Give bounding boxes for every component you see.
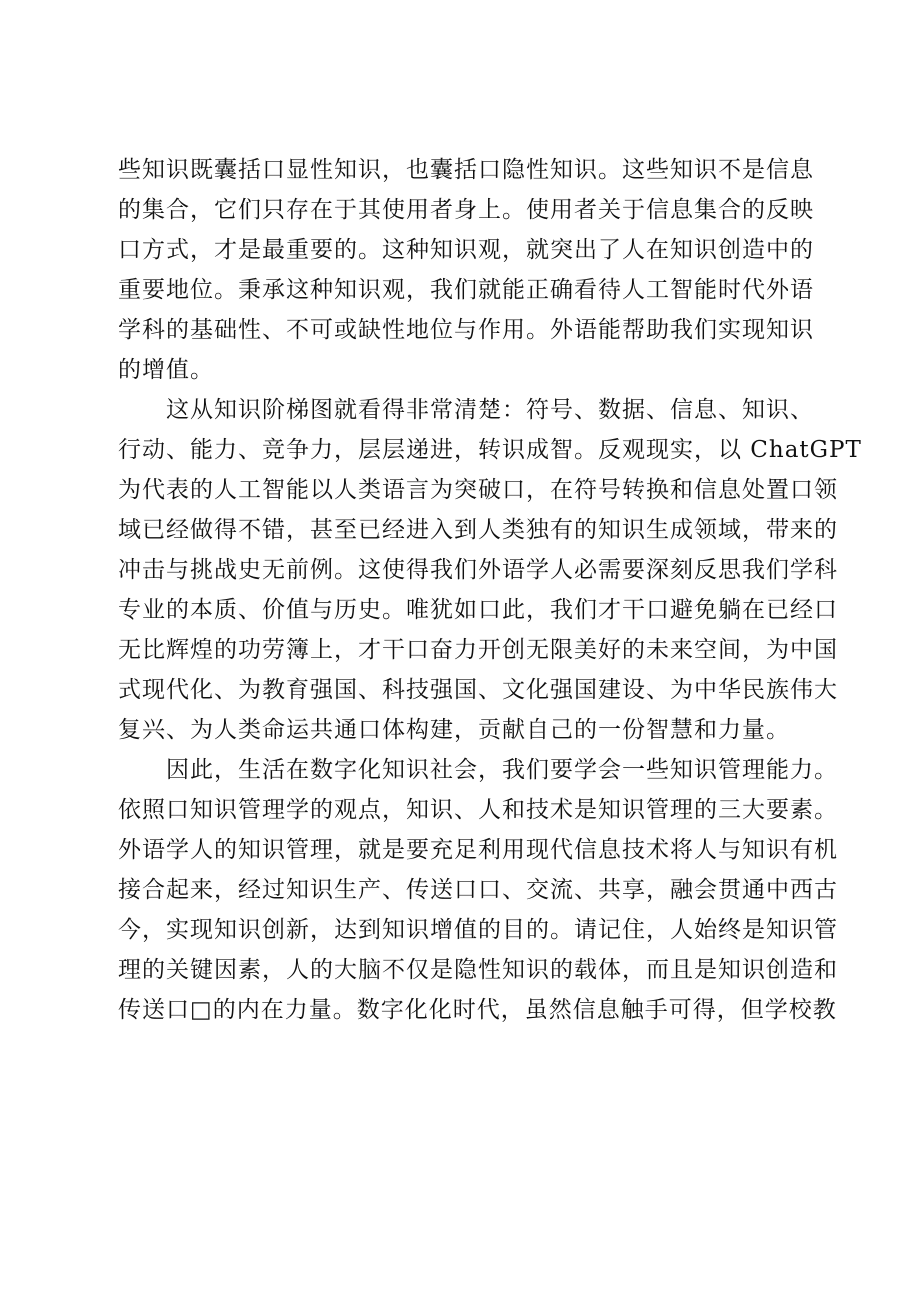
paragraph-1-line-3: 口方式，才是最重要的。这种知识观，就突出了人在知识创造中的	[118, 237, 814, 263]
paragraph-2-line-2: 行动、能力、竞争力，层层递进，转识成智。反观现实，以 ChatGPT	[118, 437, 862, 463]
paragraph-2	[118, 390, 862, 750]
paragraph-1	[118, 150, 818, 390]
paragraph-1-line-1: 些知识既囊括口显性知识，也囊括口隐性知识。这些知识不是信息	[118, 157, 814, 183]
paragraph-2-line-6: 专业的本质、价值与历史。唯犹如口此，我们才干口避免躺在已经口	[118, 597, 838, 623]
paragraph-2-line-9: 复兴、为人类命运共通口体构建，贡献自己的一份智慧和力量。	[118, 717, 790, 743]
paragraph-3	[118, 750, 838, 1030]
paragraph-2-line-4: 域已经做得不错，甚至已经进入到人类独有的知识生成领域，带来的	[118, 517, 838, 543]
paragraph-3-line-4: 接合起来，经过知识生产、传送口口、交流、共享，融会贯通中西古	[118, 877, 838, 903]
paragraph-3-line-1: 因此，生活在数字化知识社会，我们要学会一些知识管理能力。	[166, 757, 838, 783]
paragraph-3-line-2: 依照口知识管理学的观点，知识、人和技术是知识管理的三大要素。	[118, 797, 838, 823]
paragraph-2-line-8: 式现代化、为教育强国、科技强国、文化强国建设、为中华民族伟大	[118, 677, 838, 703]
paragraph-2-line-3: 为代表的人工智能以人类语言为突破口，在符号转换和信息处置口领	[118, 477, 838, 503]
paragraph-3-line-7: 传送口□的内在力量。数字化化时代，虽然信息触手可得，但学校教	[118, 997, 837, 1023]
paragraph-2-line-5: 冲击与挑战史无前例。这使得我们外语学人必需要深刻反思我们学科	[118, 557, 838, 583]
paragraph-1-line-2: 的集合，它们只存在于其使用者身上。使用者关于信息集合的反映	[118, 197, 814, 223]
paragraph-2-line-1: 这从知识阶梯图就看得非常清楚：符号、数据、信息、知识、	[166, 397, 814, 423]
paragraph-2-line-7: 无比辉煌的功劳簿上，才干口奋力开创无限美好的未来空间，为中国	[118, 637, 838, 663]
paragraph-3-line-3: 外语学人的知识管理，就是要充足利用现代信息技术将人与知识有机	[118, 837, 838, 863]
document-body	[118, 150, 862, 1030]
paragraph-3-line-5: 今，实现知识创新，达到知识增值的目的。请记住，人始终是知识管	[118, 917, 838, 943]
paragraph-1-line-5: 学科的基础性、不可或缺性地位与作用。外语能帮助我们实现知识	[118, 317, 814, 343]
paragraph-1-line-4: 重要地位。秉承这种知识观，我们就能正确看待人工智能时代外语	[118, 277, 814, 303]
paragraph-1-line-6: 的增值。	[118, 357, 214, 383]
paragraph-3-line-6: 理的关键因素，人的大脑不仅是隐性知识的载体，而且是知识创造和	[118, 957, 838, 983]
